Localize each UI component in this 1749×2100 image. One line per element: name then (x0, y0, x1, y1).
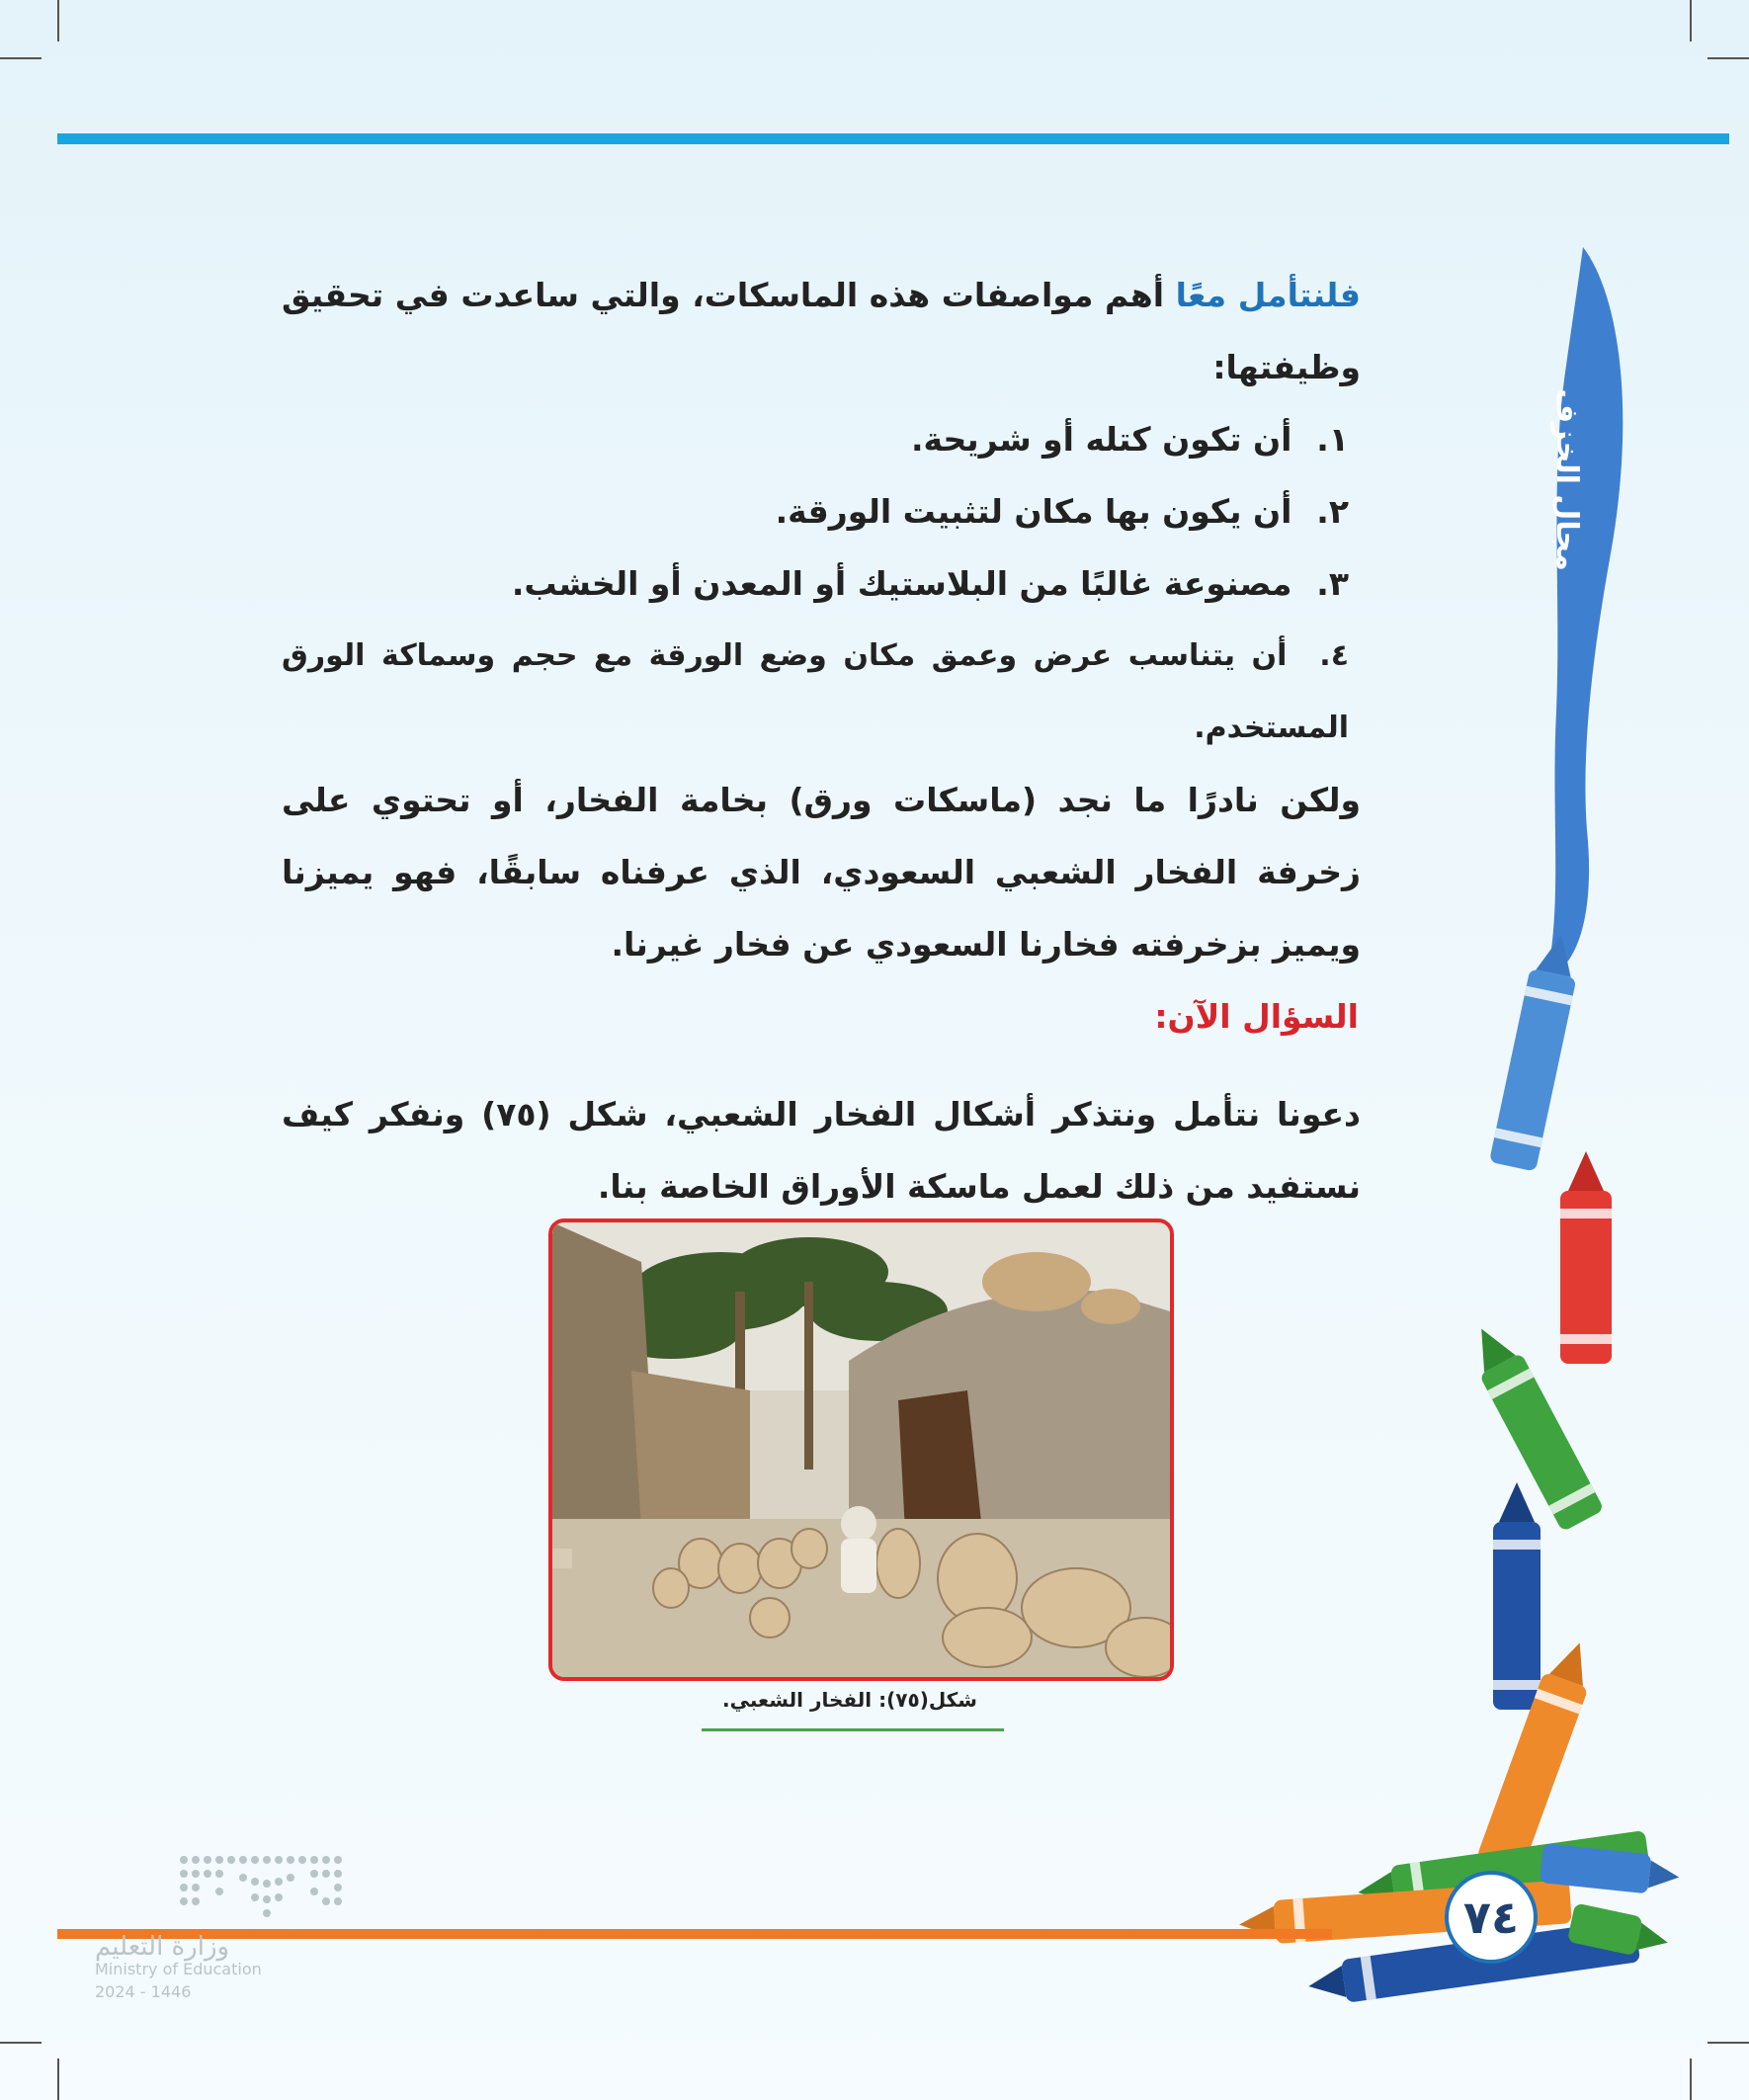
question-heading: السؤال الآن: (1154, 997, 1359, 1036)
figure-caption: شكل(٧٥): الفخار الشعبي. (722, 1688, 977, 1712)
page-number: ٧٤ (1445, 1871, 1538, 1964)
paragraph-rare: ولكن نادرًا ما نجد (ماسكات ورق) بخامة الفخار، أو تحتوي على زخرفة الفخار الشعبي السعودي، الذي عرفناه سابقًا، فهو يميزنا ويميز بزخرفته فخارنا السعودي عن فخار غيرنا. (282, 781, 1361, 964)
list-item: ١. أن تكون كتله أو شريحة. (910, 420, 1349, 459)
list-item: ٤. أن يتناسب عرض وعمق مكان وضع الورقة مع حجم وسماكة الورق المستخدم. (282, 638, 1349, 745)
intro-text: أهم مواصفات هذه الماسكات، والتي ساعدت في تحقيق وظيفتها: (282, 276, 1361, 386)
ministry-logo (95, 1932, 292, 2001)
list-item: ٣. مصنوعة غالبًا من البلاستيك أو المعدن أو الخشب. (511, 564, 1349, 603)
side-title: مجال الخزف (1548, 387, 1584, 571)
list-item: ٢. أن يكون بها مكان لتثبيت الورقة. (775, 492, 1349, 531)
ministry-english: Ministry of Education (95, 1960, 262, 1978)
ministry-arabic: وزارة التعليم (95, 1932, 230, 1962)
ministry-year: 2024 - 1446 (95, 1982, 192, 2001)
intro-highlight: فلنتأمل معًا (1175, 276, 1361, 314)
paragraph-reflect: دعونا نتأمل ونتذكر أشكال الفخار الشعبي، شكل (٧٥) ونفكر كيف نستفيد من ذلك لعمل ماسكة الأوراق الخاصة بنا. (282, 1095, 1361, 1206)
